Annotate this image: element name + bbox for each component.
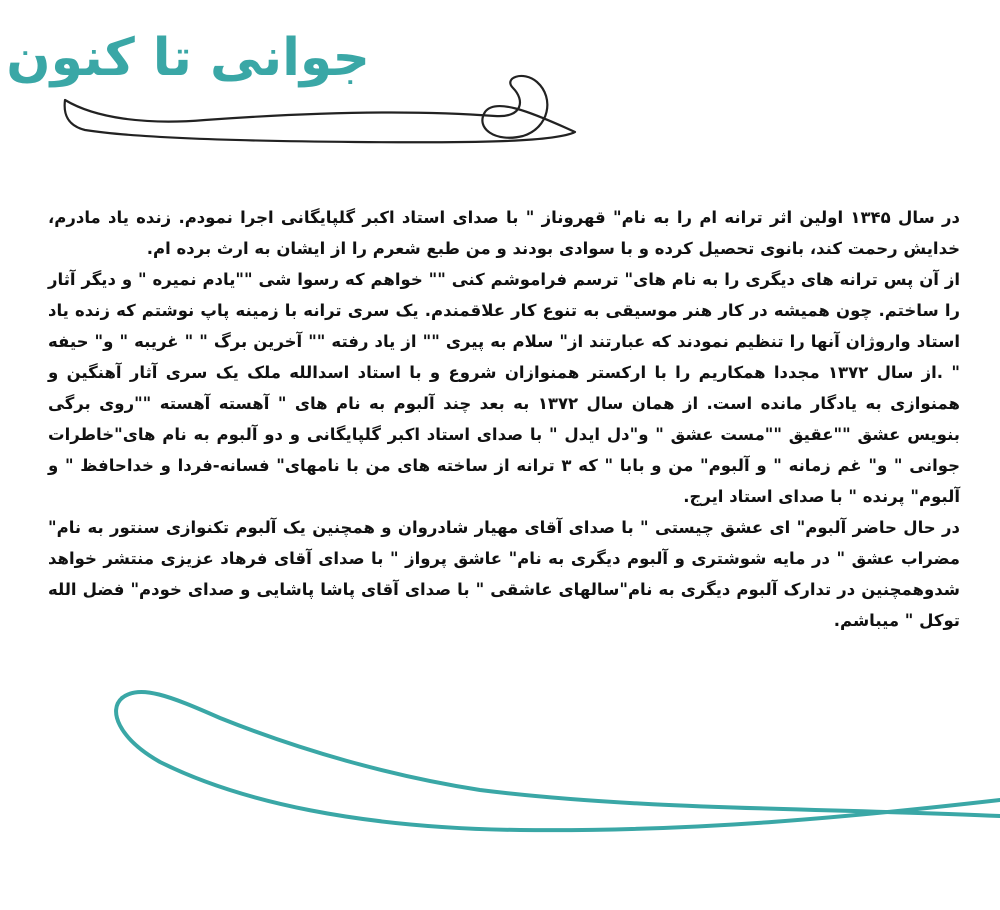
calligraphic-flourish-icon [55, 70, 595, 160]
teal-wave-icon [100, 680, 1000, 850]
paragraph-1: در سال ۱۳۴۵ اولین اثر ترانه ام را به نام" قهروناز " با صدای استاد اکبر گلپایگانی اجرا نمودم. زنده یاد مادرم، خدایش رحمت کند، بانوی تحصیل کرده و با سوادی بودند و من طبع شعرم را از ایشان به ارث برده ام. [48, 208, 960, 258]
paragraph-2: از آن پس ترانه های دیگری را به نام های" ترسم فراموشم کنی "" خواهم که رسوا شی ""یادم نمیره " و دیگر آثار را ساختم. چون همیشه در کار هنر موسیقی به تنوع کار علاقمندم. یک سری ترانه با زمینه پاپ نوشتم که زنده یاد استاد واروژان آنها را تنظیم نمودند که عبارتند از" سلام به پیری "" از یاد رفته "" آخرین برگ " " غریبه " و" حیفه " .از سال ۱۳۷۲ مجددا همکاریم را با ارکستر همنوازان شروع و با استاد اسدالله ملک یک سری آثار آهنگین و همنوازی به یادگار مانده است. از همان سال ۱۳۷۲ به بعد چند آلبوم به نام های " آهسته آهسته ""روی برگی بنویس عشق ""عقیق ""مست عشق " و"دل ایدل " با صدای استاد اکبر گلپایگانی و دو آلبوم به نام های"خاطرات جوانی " و" غم زمانه " و آلبوم" من و بابا " که ۳ ترانه از ساخته های من با نامهای" فسانه-فردا و خداحافظ " و آلبوم" پرنده " با صدای استاد ایرج. [48, 270, 960, 506]
paragraph-3: در حال حاضر آلبوم" ای عشق چیستی " با صدای آقای مهیار شادروان و همچنین یک آلبوم تکنوازی سنتور به نام" مضراب عشق " در مایه شوشتری و آلبوم دیگری به نام" عاشق پرواز " با صدای آقای فرهاد عزیزی منتشر خواهد شدوهمچنین در تدارک آلبوم دیگری به نام"سالهای عاشقی " با صدای آقای پاشا پاشایی و صدای خودم" فضل الله توکل " میباشم. [48, 518, 960, 630]
body-text [48, 202, 960, 636]
page-title: جوانی تا کنون [6, 28, 370, 88]
